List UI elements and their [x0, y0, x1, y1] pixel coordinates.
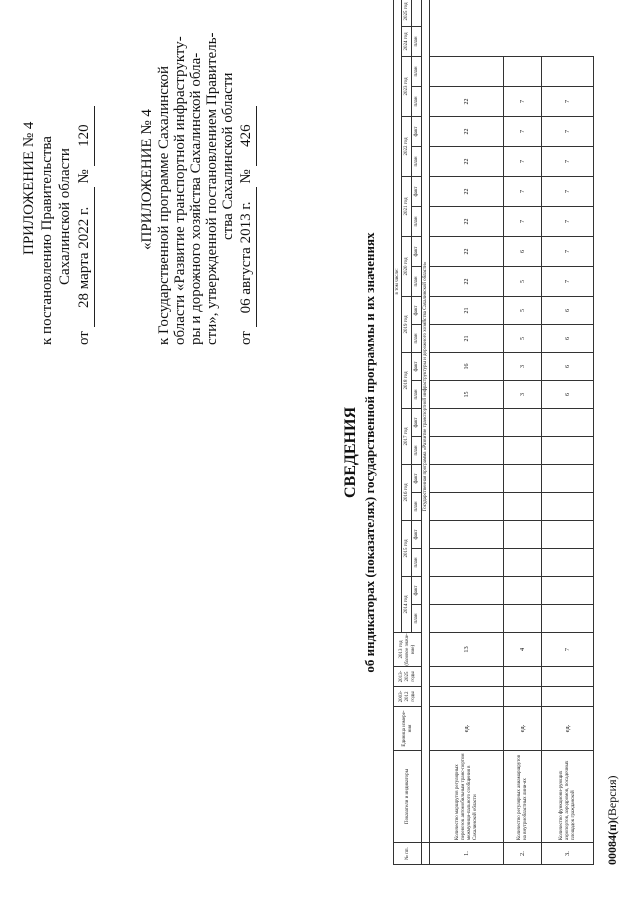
cell-value [504, 437, 542, 465]
cell-2013-2025 [542, 667, 594, 687]
cell-value [504, 577, 542, 605]
from-label: от [76, 331, 92, 345]
col-header-fact: факт [412, 465, 422, 493]
program-line-3: ры и дорожного хозяйства Сахалинской обла- [188, 52, 204, 345]
col-header-2013-2025: 2013-2025 годы [394, 667, 422, 687]
cell-value [504, 549, 542, 577]
cell-value: 6 [542, 325, 594, 353]
col-header-base: 2013 год (базовое значе-ние) [394, 633, 422, 667]
row-num: 1. [430, 843, 504, 865]
decree-number: 120 [74, 106, 95, 166]
cell-value [504, 493, 542, 521]
cell-value: 6 [542, 381, 594, 409]
cell-value [542, 465, 594, 493]
cell-2013-2025 [504, 667, 542, 687]
page-title: СВЕДЕНИЯ [342, 406, 359, 499]
col-header-plan: план [412, 605, 422, 633]
cell-value: 5 [504, 297, 542, 325]
cell-value: 7 [504, 207, 542, 237]
cell-value [430, 437, 504, 465]
col-header-plan: план [412, 207, 422, 237]
cell-value [542, 409, 594, 437]
col-header-year: 2020 год [402, 237, 412, 297]
program-line-4: сти», утвержденной постановлением Правитель- [204, 32, 220, 345]
program-row: Государственная программа «Развитие транспортной инфраструктуры и дорожного хозяйства Сахалинской области» [422, 0, 430, 843]
col-header-year: 2023 год [402, 57, 412, 117]
cell-value: 7 [542, 87, 594, 117]
cell-value [542, 521, 594, 549]
col-header-plan: план [412, 381, 422, 409]
doc-version: (Версия) [605, 775, 619, 821]
col-header-year: 2024 год [402, 27, 412, 57]
cell-value: 3 [504, 353, 542, 381]
indicators-table [393, 0, 594, 865]
program-block [138, 5, 257, 345]
doc-code: 00084(п) [605, 820, 619, 865]
row-indicator: Количество функциони-рующих аэропортов, аэродромов, посадочных площадок гражданской [542, 751, 594, 843]
cell-value: 22 [430, 117, 504, 147]
col-header-unit: Единица измере-ния [394, 707, 422, 751]
cell-2003 [504, 687, 542, 707]
cell-value [430, 465, 504, 493]
cell-value [504, 465, 542, 493]
cell-base: 13 [430, 633, 504, 667]
table-row [504, 0, 542, 865]
col-header-2003: 2003-2012 годы [394, 687, 422, 707]
cell-value: 7 [504, 117, 542, 147]
col-header-plan: план [412, 437, 422, 465]
cell-value: 22 [430, 207, 504, 237]
cell-value: 7 [504, 177, 542, 207]
row-indicator: Количество регулярных авиамаршрутов на внутриобластных лини-ях [504, 751, 542, 843]
cell-value: 7 [504, 147, 542, 177]
cell-value: 21 [430, 325, 504, 353]
cell-value [542, 549, 594, 577]
cell-2003 [542, 687, 594, 707]
cell-value: 22 [430, 267, 504, 297]
cell-value [430, 605, 504, 633]
col-header-year: 2018 год [402, 353, 412, 409]
cell-value [542, 577, 594, 605]
row-indicator: Количество маршрутов регулярных перевозок автомобильным транс-портом межмуници-пального сообщения в Сахалинской области [430, 751, 504, 843]
col-header-year: 2025 год [402, 0, 412, 27]
program-line-2: области «Развитие транспортной инфраструкту- [172, 36, 188, 345]
col-header-fact: факт [412, 577, 422, 605]
col-header-year: 2016 год [402, 465, 412, 521]
col-header-year: 2022 год [402, 117, 412, 177]
col-header-in-that: в том числе: [394, 0, 402, 633]
col-header-indicator: Показатели и индикаторы [394, 751, 422, 843]
program-line-1: к Государственной программе Сахалинской [156, 65, 172, 345]
col-header-plan: план [412, 267, 422, 297]
col-header-year: 2021 год [402, 177, 412, 237]
decree-date: 28 марта 2022 г. [74, 187, 95, 327]
cell-base: 7 [542, 633, 594, 667]
col-header-fact: факт [412, 237, 422, 267]
cell-2003 [430, 687, 504, 707]
col-header-year: 2014 год [402, 577, 412, 633]
decree-region: Сахалинской области [57, 148, 73, 285]
cell-base: 4 [504, 633, 542, 667]
col-header-year: 2015 год [402, 521, 412, 577]
cell-spacer [430, 57, 504, 87]
col-header-fact: факт [412, 177, 422, 207]
cell-value [542, 437, 594, 465]
col-header-plan: план [412, 87, 422, 117]
program-row-spacer [422, 843, 430, 865]
cell-value: 21 [430, 297, 504, 325]
program-line-5: ства Сахалинской области [220, 72, 236, 240]
number-label: № [76, 169, 92, 184]
cell-value: 5 [504, 325, 542, 353]
col-header-fact: факт [412, 117, 422, 147]
cell-value: 22 [430, 177, 504, 207]
cell-value: 22 [430, 87, 504, 117]
number-label: № [238, 169, 254, 184]
col-header-plan: план [412, 549, 422, 577]
col-header-plan: план [412, 325, 422, 353]
cell-spacer [504, 57, 542, 87]
cell-value [430, 549, 504, 577]
appendix-block [20, 5, 95, 345]
cell-value: 16 [430, 353, 504, 381]
prev-number: 426 [236, 106, 257, 166]
cell-value: 7 [542, 267, 594, 297]
table-row [542, 0, 594, 865]
cell-value [430, 521, 504, 549]
cell-value: 6 [542, 297, 594, 325]
col-header-year: 2017 год [402, 409, 412, 465]
col-header-plan: план [412, 493, 422, 521]
cell-value: 5 [504, 267, 542, 297]
table-row [430, 0, 504, 865]
col-header-plan: план [412, 147, 422, 177]
cell-value: 7 [542, 177, 594, 207]
cell-value: 22 [430, 237, 504, 267]
cell-value [542, 493, 594, 521]
row-unit: ед. [542, 707, 594, 751]
col-header-fact: факт [412, 409, 422, 437]
footer-code [605, 776, 620, 866]
cell-value [504, 521, 542, 549]
row-unit: ед. [504, 707, 542, 751]
cell-value [504, 605, 542, 633]
decree-date-line [74, 5, 95, 345]
row-num: 2. [504, 843, 542, 865]
cell-value: 7 [542, 117, 594, 147]
cell-value: 6 [542, 353, 594, 381]
col-header-plan: план [412, 57, 422, 87]
cell-2013-2025 [430, 667, 504, 687]
cell-value: 22 [430, 147, 504, 177]
col-header-fact: факт [412, 353, 422, 381]
prev-appendix-title: «ПРИЛОЖЕНИЕ № 4 [139, 109, 155, 250]
col-header-year: 2019 год [402, 297, 412, 353]
prev-date-line [236, 5, 257, 345]
cell-value [430, 409, 504, 437]
cell-spacer [542, 57, 594, 87]
cell-value [542, 605, 594, 633]
cell-value [504, 409, 542, 437]
cell-value [430, 493, 504, 521]
prev-date: 06 августа 2013 г. [236, 187, 257, 327]
cell-value: 7 [542, 147, 594, 177]
col-header-num: № пп. [394, 843, 422, 865]
col-header-fact: факт [412, 521, 422, 549]
page-subtitle: об индикаторах (показателях) государственной программы и их значениях [362, 232, 377, 673]
col-header-spacer [412, 0, 422, 27]
cell-value: 7 [542, 207, 594, 237]
cell-value: 7 [542, 237, 594, 267]
from-label: от [238, 331, 254, 345]
col-header-fact: факт [412, 297, 422, 325]
decree-to: к постановлению Правительства [39, 136, 55, 345]
row-num: 3. [542, 843, 594, 865]
row-unit: ед. [430, 707, 504, 751]
cell-value: 15 [430, 381, 504, 409]
col-header-plan: план [412, 27, 422, 57]
cell-value [430, 577, 504, 605]
cell-value: 7 [504, 87, 542, 117]
cell-value: 3 [504, 381, 542, 409]
cell-value: 6 [504, 237, 542, 267]
appendix-title: ПРИЛОЖЕНИЕ № 4 [21, 121, 37, 255]
